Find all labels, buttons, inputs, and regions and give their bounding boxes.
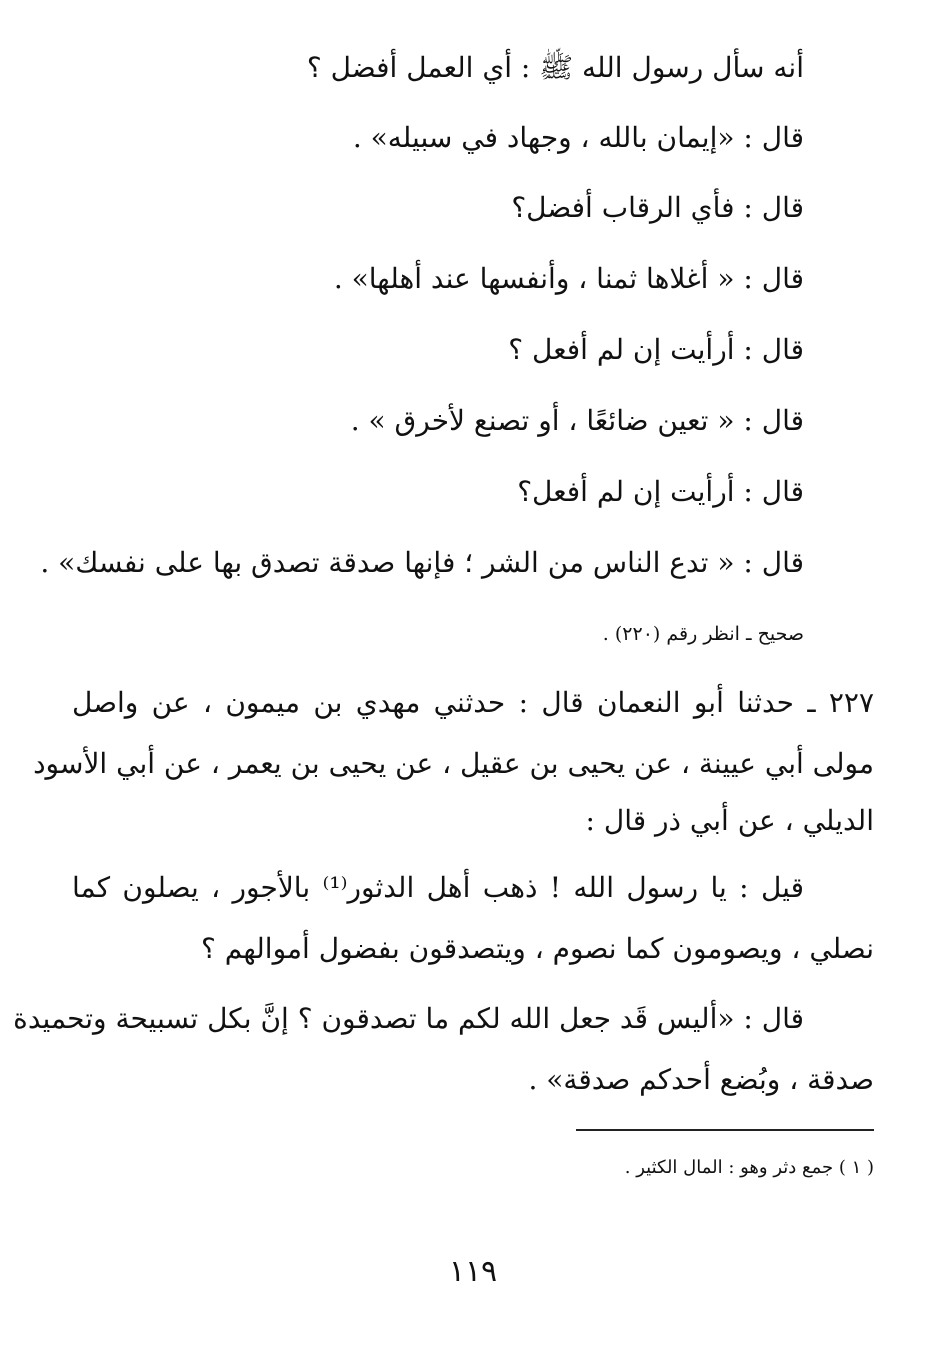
text-line: قال : « تدع الناس من الشر ؛ فإنها صدقة تصدق بها على نفسك» .: [40, 546, 804, 579]
text-line: قال : «إيمان بالله ، وجهاد في سبيله» .: [352, 121, 804, 154]
qeel-line: نصلي ، ويصومون كما نصوم ، ويتصدقون بفضول أموالهم ؟: [200, 932, 874, 965]
footnote-separator: [576, 1129, 874, 1131]
text-line: أنه سأل رسول الله ﷺ : أي العمل أفضل ؟: [306, 51, 804, 84]
page-number: ١١٩: [448, 1254, 498, 1289]
hadith-grading: صحيح ـ انظر رقم (٢٢٠) .: [602, 623, 804, 645]
qal-final-line: قال : «أليس قَد جعل الله لكم ما تصدقون ؟ إنَّ بكل تسبيحة وتحميدة: [13, 1002, 804, 1035]
text-line: قال : « أغلاها ثمنا ، وأنفسها عند أهلها» .: [333, 262, 804, 295]
text-line: قال : أرأيت إن لم أفعل ؟: [508, 333, 804, 366]
text-line: قال : أرأيت إن لم أفعل؟: [517, 475, 804, 508]
footnote: ( ١ ) جمع دثر وهو : المال الكثير .: [624, 1157, 874, 1178]
text-line: قال : « تعين ضائعًا ، أو تصنع لأخرق » .: [350, 404, 804, 437]
hadith-227-line: الديلي ، عن أبي ذر قال :: [585, 804, 874, 837]
text-line: قال : فأي الرقاب أفضل؟: [511, 191, 804, 224]
hadith-227-line: مولى أبي عيينة ، عن يحيى بن عقيل ، عن يحيى بن يعمر ، عن أبي الأسود: [33, 747, 874, 780]
hadith-227-line: ٢٢٧ ـ حدثنا أبو النعمان قال : حدثني مهدي بن ميمون ، عن واصل: [72, 686, 874, 719]
qal-final-line: صدقة ، وبُضع أحدكم صدقة» .: [528, 1063, 874, 1096]
qeel-line: قيل : يا رسول الله ! ذهب أهل الدثور⁽¹⁾ بالأجور ، يصلون كما: [72, 871, 804, 904]
